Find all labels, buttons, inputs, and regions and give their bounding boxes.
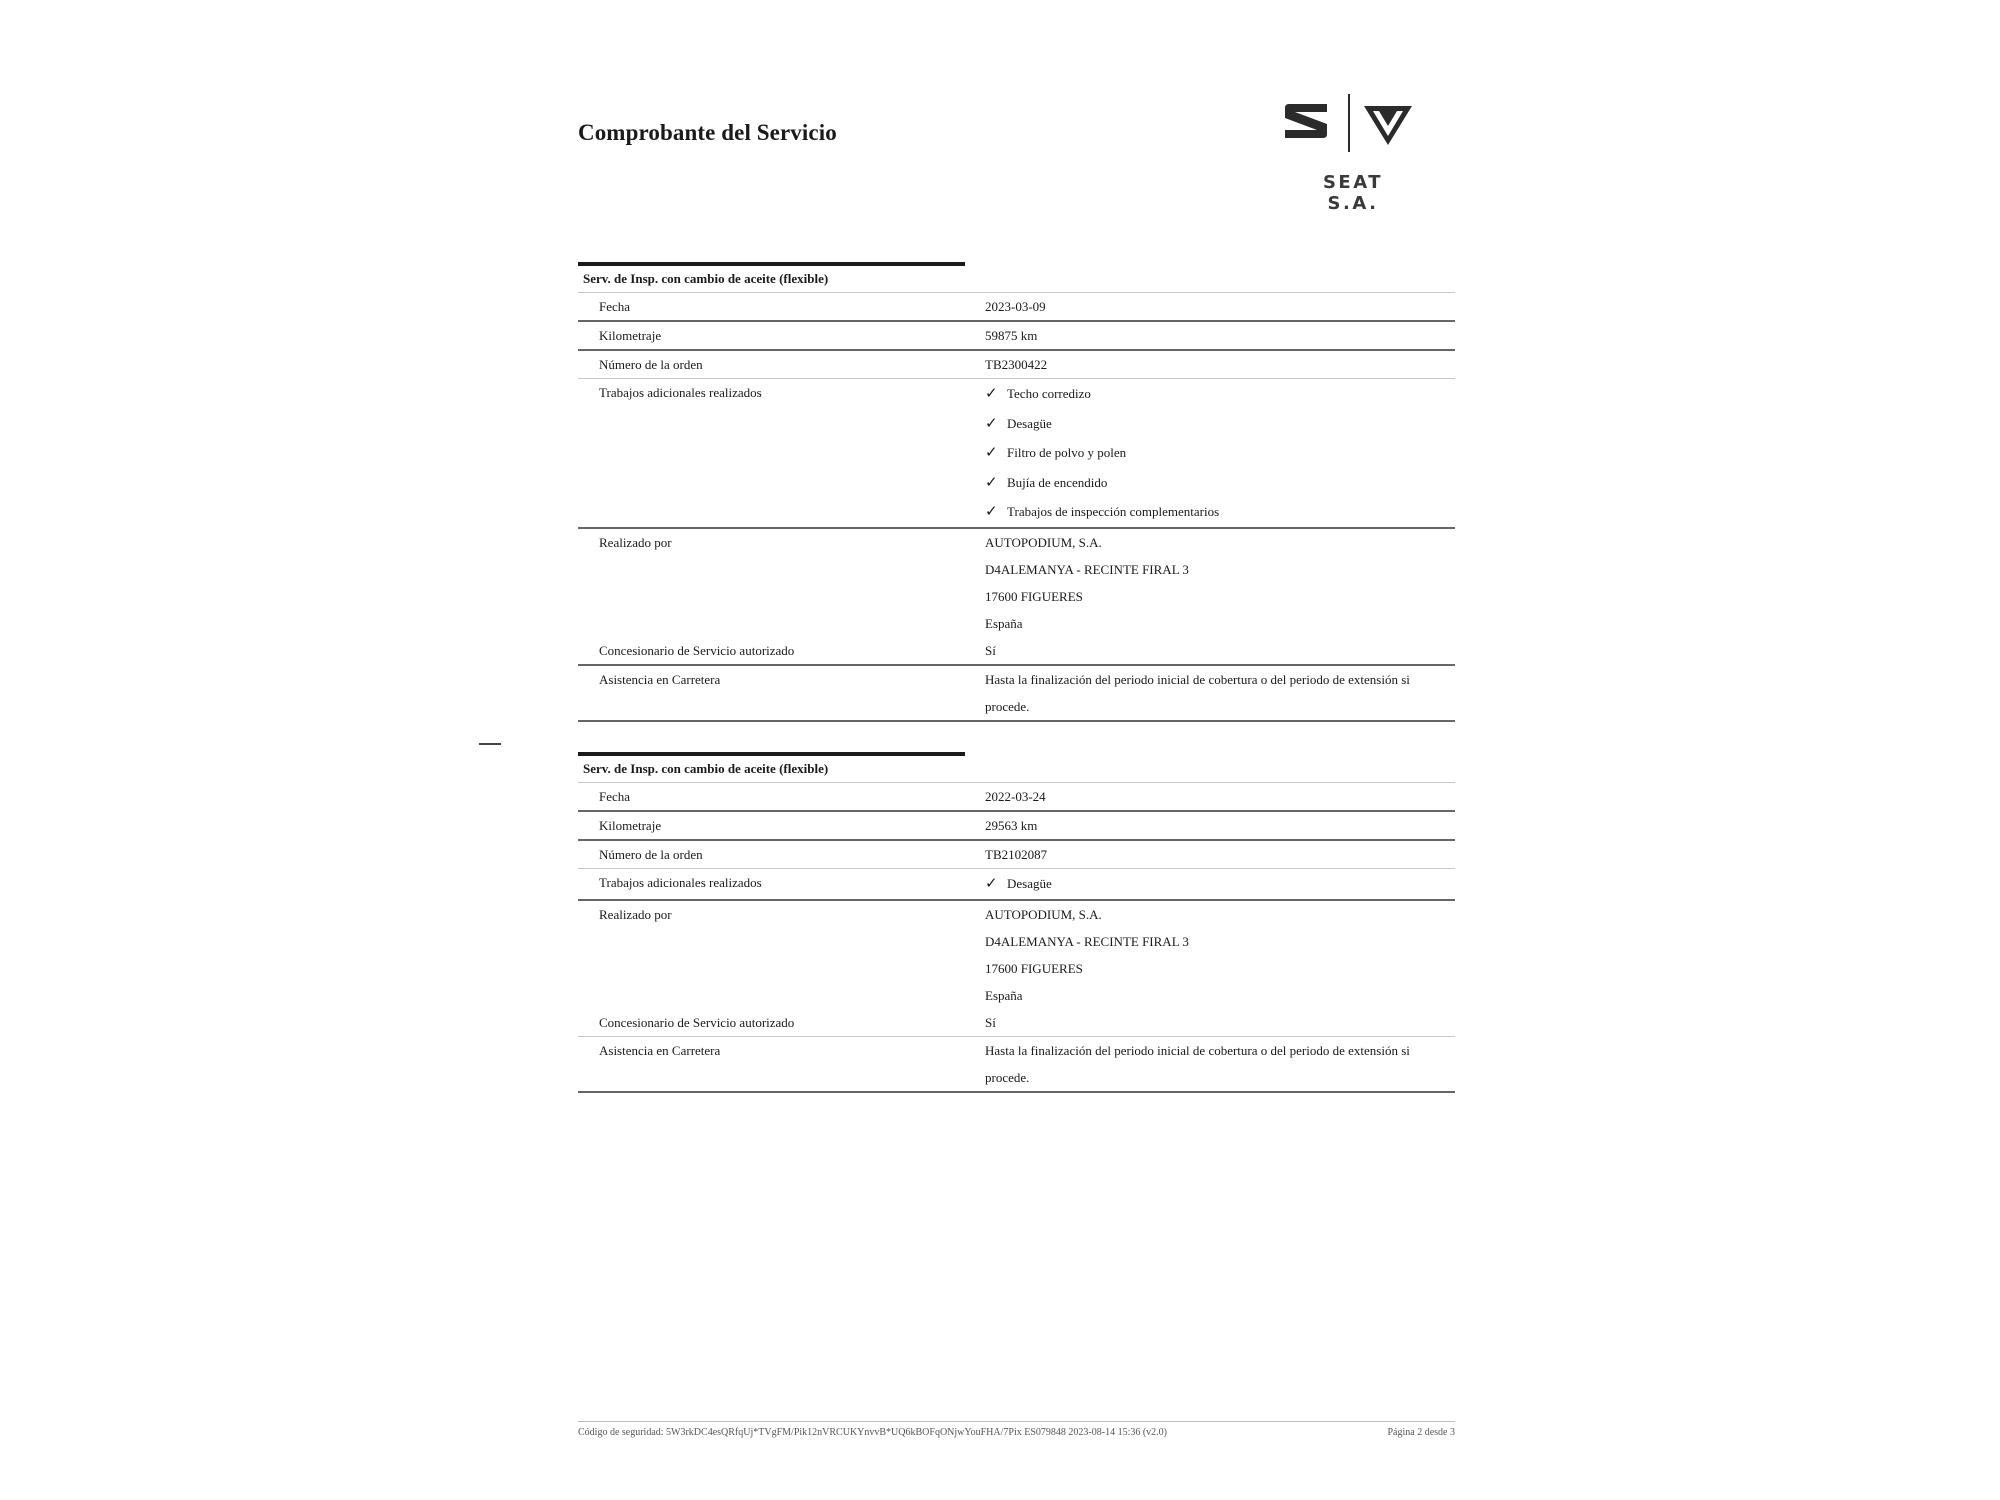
check-icon: ✓: [985, 413, 998, 432]
field-label: Asistencia en Carretera: [599, 671, 721, 687]
fecha-value: 2023-03-09: [985, 299, 1046, 314]
row-realizado: [578, 528, 1455, 637]
asistencia-value: Hasta la finalización del periodo inicial de cobertura o del periodo de extensión si procede.: [985, 1042, 1410, 1085]
work-item: [985, 468, 1455, 498]
section-title: Serv. de Insp. con cambio de aceite (flexible): [583, 761, 829, 776]
field-label: Número de la orden: [599, 357, 703, 372]
page-number: Página 2 desde 3: [1387, 1427, 1455, 1438]
row-orden: [578, 840, 1455, 869]
field-label: Realizado por: [599, 906, 672, 922]
work-item: [985, 438, 1455, 468]
field-label: Número de la orden: [599, 847, 703, 862]
check-icon: ✓: [985, 472, 998, 491]
concesionario-value: Sí: [985, 1014, 996, 1030]
dealer-city: 17600 FIGUERES: [985, 960, 1083, 976]
row-trabajos: [578, 379, 1455, 528]
field-label: Fecha: [599, 299, 631, 314]
row-asistencia: [578, 1036, 1455, 1092]
field-label: Concesionario de Servicio autorizado: [599, 1014, 795, 1030]
dealer-country: España: [985, 615, 1023, 631]
trabajos-list: [985, 869, 1455, 900]
row-concesionario: [578, 1009, 1455, 1037]
row-trabajos: [578, 869, 1455, 900]
field-label: Kilometraje: [599, 328, 662, 343]
field-label: Asistencia en Carretera: [599, 1042, 721, 1058]
check-icon: ✓: [985, 874, 998, 893]
dealer-country: España: [985, 987, 1023, 1003]
row-kilometraje: [578, 321, 1455, 350]
row-concesionario: [578, 637, 1455, 665]
field-label: Trabajos adicionales realizados: [599, 875, 762, 890]
dealer-street: D4ALEMANYA - RECINTE FIRAL 3: [985, 561, 1189, 577]
work-item-label: Filtro de polvo y polen: [1007, 445, 1127, 461]
work-item: [985, 869, 1455, 899]
row-fecha: [578, 293, 1455, 322]
concesionario-value: Sí: [985, 642, 996, 658]
dealer-name: AUTOPODIUM, S.A.: [985, 906, 1102, 922]
check-icon: ✓: [985, 502, 998, 521]
work-item-label: Trabajos de inspección complementarios: [1007, 504, 1220, 520]
field-label: Kilometraje: [599, 818, 662, 833]
work-item-label: Bujía de encendido: [1007, 474, 1108, 490]
dealer-street: D4ALEMANYA - RECINTE FIRAL 3: [985, 933, 1189, 949]
section-title: Serv. de Insp. con cambio de aceite (flexible): [583, 271, 829, 286]
footer-divider: [578, 1421, 1455, 1422]
seat-logo-icon: [1285, 104, 1327, 138]
orden-value: TB2102087: [985, 847, 1048, 862]
work-item-label: Desagüe: [1007, 415, 1052, 431]
check-icon: ✓: [985, 384, 998, 403]
work-item: [985, 409, 1455, 439]
row-orden: [578, 350, 1455, 379]
brand-text: SEAT S.A.: [1322, 172, 1384, 214]
row-fecha: [578, 783, 1455, 812]
km-value: 59875 km: [985, 328, 1038, 343]
field-label: Trabajos adicionales realizados: [599, 385, 762, 400]
field-label: Concesionario de Servicio autorizado: [599, 642, 795, 658]
realizado-value: [985, 528, 1455, 637]
dealer-name: AUTOPODIUM, S.A.: [985, 534, 1102, 550]
row-asistencia: [578, 665, 1455, 721]
work-item: [985, 379, 1455, 409]
page-title: Comprobante del Servicio: [578, 120, 837, 145]
km-value: 29563 km: [985, 818, 1038, 833]
asistencia-value: Hasta la finalización del periodo inicial de cobertura o del periodo de extensión si procede.: [985, 671, 1410, 714]
service-record-2: [578, 752, 1455, 1093]
work-item: [985, 497, 1455, 527]
work-item-label: Desagüe: [1007, 876, 1052, 892]
row-kilometraje: [578, 811, 1455, 840]
fecha-value: 2022-03-24: [985, 789, 1046, 804]
check-icon: ✓: [985, 443, 998, 462]
margin-mark: [479, 743, 501, 745]
security-code: Código de seguridad: 5W3rkDC4esQRfqUj*TVgFM/Pik12nVRCUKYnvvB*UQ6kBOFqONjwYouFHA/7Pix ES079848 2023-08-14 15:36 (v2.0): [578, 1427, 1168, 1438]
trabajos-list: [985, 379, 1455, 528]
field-label: Realizado por: [599, 534, 672, 550]
realizado-value: [985, 900, 1455, 1009]
dealer-city: 17600 FIGUERES: [985, 588, 1083, 604]
orden-value: TB2300422: [985, 357, 1048, 372]
field-label: Fecha: [599, 789, 631, 804]
cupra-logo-icon: [1364, 106, 1412, 145]
work-item-label: Techo corredizo: [1007, 386, 1091, 402]
row-realizado: [578, 900, 1455, 1009]
service-record-1: [578, 262, 1455, 722]
